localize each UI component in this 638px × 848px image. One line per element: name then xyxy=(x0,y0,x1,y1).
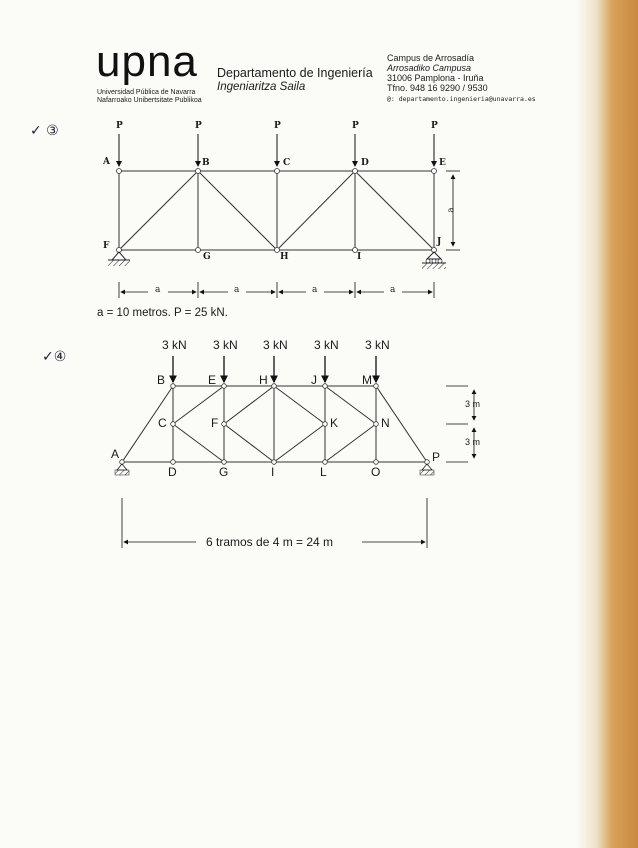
department-name-eu: Ingeniaritza Saila xyxy=(217,81,306,93)
p4-node-label: B xyxy=(157,373,166,387)
campus-line-3: 31006 Pamplona - Iruña xyxy=(387,73,484,83)
p3-load-label: P xyxy=(116,121,123,131)
p3-member-DJ xyxy=(355,171,434,250)
p3-span-label: a xyxy=(312,285,318,295)
p3-load-label: P xyxy=(274,121,281,131)
department-name-es: Departamento de Ingeniería xyxy=(217,66,373,80)
p3-span-label: a xyxy=(234,285,240,295)
p3-support-roller-J xyxy=(422,252,446,269)
p4-load-label: 3 kN xyxy=(314,338,339,352)
p4-node-label: E xyxy=(208,373,217,387)
p4-member-FI xyxy=(224,424,274,462)
university-name-eu: Nafarroako Unibertsitate Publikoa xyxy=(97,97,202,104)
p4-node-label: O xyxy=(371,465,381,479)
p4-node-label: A xyxy=(111,447,120,461)
p3-node-label: H xyxy=(280,252,289,262)
p4-node-label: P xyxy=(432,450,441,464)
p3-node-label: C xyxy=(283,158,291,168)
p3-node-label: A xyxy=(103,157,110,167)
problem4-handwritten-mark: ✓④ xyxy=(42,349,67,365)
problem3-handwritten-mark: ✓ ③ xyxy=(30,123,59,139)
p4-node-label: M xyxy=(362,373,372,387)
p3-height-label: a xyxy=(446,207,457,213)
p3-span-label: a xyxy=(390,285,396,295)
p3-node-label: B xyxy=(202,158,210,168)
p4-node-label: L xyxy=(320,465,327,479)
p3-node-label: G xyxy=(203,252,211,262)
p4-node-label: N xyxy=(381,416,390,430)
p4-height-dimensions xyxy=(446,386,474,462)
university-name-es: Universidad Pública de Navarra xyxy=(97,89,196,96)
p3-member-FB xyxy=(119,171,198,250)
p3-node-label: F xyxy=(103,241,110,251)
p4-node-label: K xyxy=(330,416,339,430)
p3-load-label: P xyxy=(431,121,438,131)
p3-member-HD xyxy=(277,171,355,250)
p4-height-label: 3 m xyxy=(465,437,481,447)
p3-support-pin-F xyxy=(108,252,130,266)
upna-logo: upna xyxy=(96,37,198,86)
p4-node-label: C xyxy=(158,416,167,430)
p3-node-label: I xyxy=(357,252,362,262)
department-email: @: departamento.ingenieria@unavarra.es xyxy=(387,95,536,103)
p3-caption: a = 10 metros. P = 25 kN. xyxy=(97,307,228,319)
p4-node-label: I xyxy=(271,465,275,479)
p4-support-P xyxy=(420,464,434,475)
p3-span-label: a xyxy=(155,285,161,295)
problem3-truss xyxy=(119,171,434,250)
p4-member-HK xyxy=(274,386,325,424)
p3-node-label: E xyxy=(439,158,446,168)
p3-load-label: P xyxy=(352,121,359,131)
p3-span-dimensions xyxy=(119,282,434,298)
p4-caption: 6 tramos de 4 m = 24 m xyxy=(206,535,334,549)
p3-load-label: P xyxy=(195,121,202,131)
p4-node-label: F xyxy=(211,416,219,430)
p4-member-IK xyxy=(274,424,325,462)
p4-load-label: 3 kN xyxy=(213,338,238,352)
p4-height-label: 3 m xyxy=(465,399,481,409)
campus-line-4: Tfno. 948 16 9290 / 9530 xyxy=(387,83,488,93)
campus-line-1: Campus de Arrosadía xyxy=(387,53,475,63)
p4-load-label: 3 kN xyxy=(365,338,390,352)
p4-load-label: 3 kN xyxy=(263,338,288,352)
p3-loads xyxy=(119,134,434,166)
campus-line-2: Arrosadiko Campusa xyxy=(387,63,472,73)
p4-loads xyxy=(173,356,376,382)
p4-node-label: G xyxy=(219,465,229,479)
p4-node-label: J xyxy=(311,373,317,387)
p4-load-label: 3 kN xyxy=(162,338,187,352)
p3-node-label: D xyxy=(361,158,369,168)
p3-member-BH xyxy=(198,171,277,250)
p4-node-label: H xyxy=(259,373,268,387)
p4-member-FH xyxy=(224,386,274,424)
p3-node-label: J xyxy=(437,237,442,247)
p4-support-A xyxy=(115,464,129,475)
p4-node-label: D xyxy=(168,465,177,479)
